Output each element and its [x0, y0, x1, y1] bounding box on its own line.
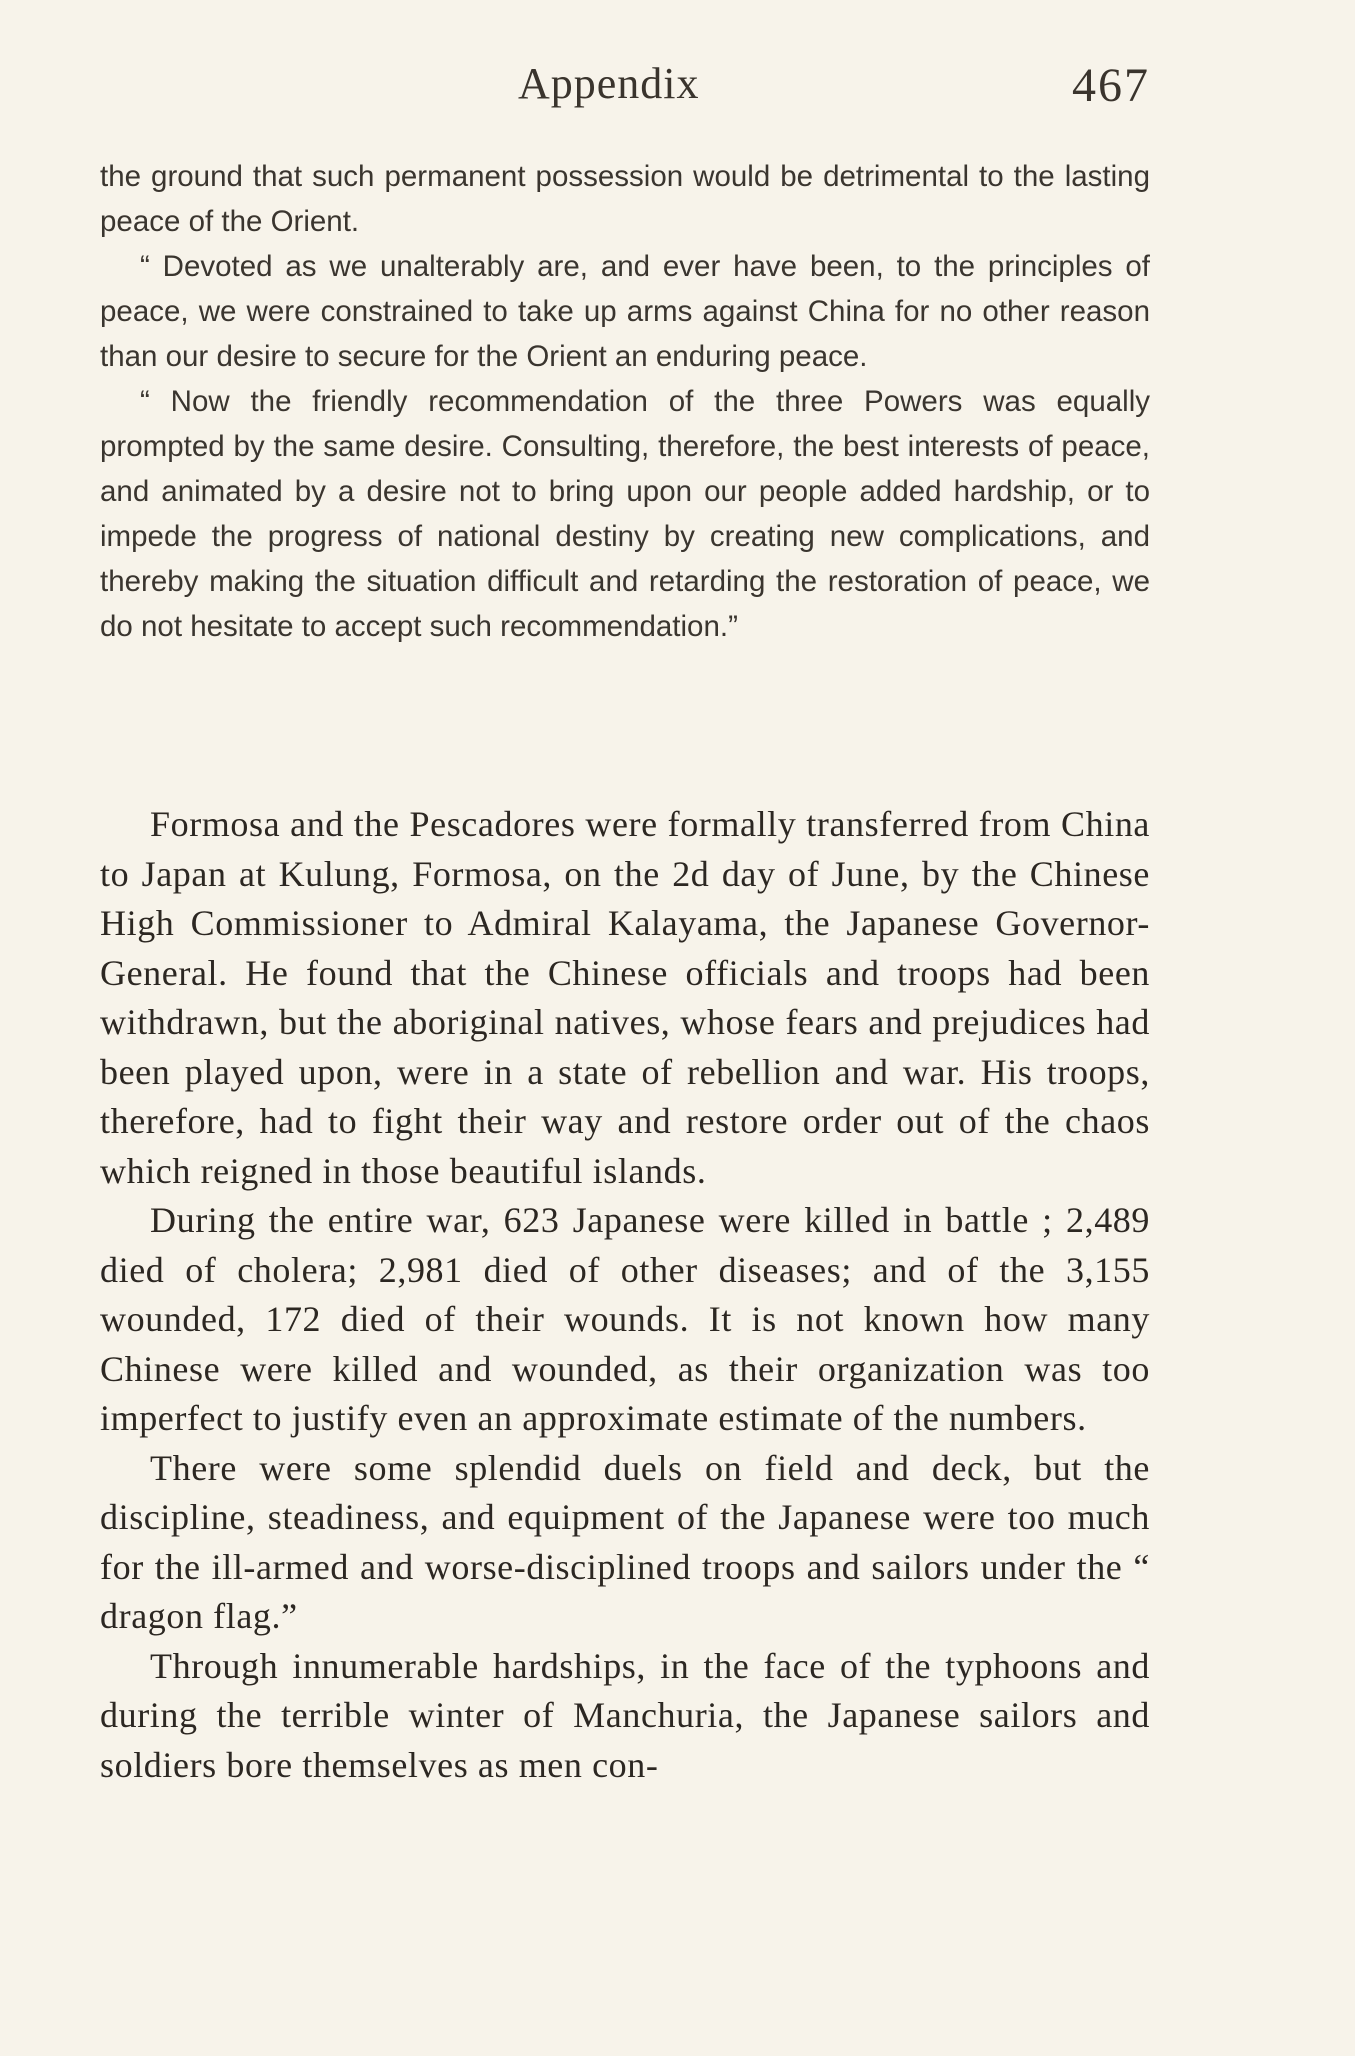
running-head — [100, 58, 1150, 118]
page-number: 467 — [1072, 59, 1150, 112]
body-paragraph: Formosa and the Pescadores were formally transferred from China to Japan at Kulung, Formosa, on the 2d day of June, by the Chinese High Commissioner to Admiral Kalayama, the Japanese Governor-General. He found that the Chinese officials and troops had been withdrawn, but the aboriginal natives, whose fears and prejudices had been played upon, were in a state of rebellion and war. His troops, therefore, had to fight their way and restore order out of the chaos which reigned in those beautiful islands. — [100, 804, 1150, 1191]
body-text — [100, 800, 1150, 1790]
body-paragraph: There were some splendid duels on field and deck, but the discipline, steadiness, and equipment of the Japanese were too much for the ill-armed and worse-disciplined troops and sailors under the “ dragon flag.” — [100, 1447, 1150, 1636]
extract-paragraph: “ Now the friendly recommendation of the three Powers was equally prompted by the same desire. Consulting, therefore, the best interests of peace, and animated by a desire not to bring upon our people added hardship, or to impede the progress of national destiny by creating new complications, and thereby making the situation difficult and retarding the restoration of peace, we do not hesitate to accept such recommendation.” — [100, 385, 1150, 643]
quoted-extract — [100, 154, 1150, 649]
body-paragraph: Through innumerable hardships, in the face of the typhoons and during the terrible winter of Manchuria, the Japanese sailors and soldiers bore themselves as men con- — [100, 1645, 1150, 1785]
extract-paragraph: the ground that such permanent possession would be detrimental to the lasting peace of the Orient. — [100, 160, 1150, 238]
running-head-title: Appendix — [518, 59, 700, 108]
body-paragraph: During the entire war, 623 Japanese were killed in battle ; 2,489 died of cholera; 2,981 died of other diseases; and of the 3,155 wounded, 172 died of their wounds. It is not known how many Chinese were killed and wounded, as their organization was too imperfect to justify even an approximate estimate of the numbers. — [100, 1200, 1150, 1438]
extract-paragraph: “ Devoted as we unalterably are, and ever have been, to the principles of peace, we were constrained to take up arms against China for no other reason than our desire to secure for the Orient an enduring peace. — [100, 250, 1150, 373]
